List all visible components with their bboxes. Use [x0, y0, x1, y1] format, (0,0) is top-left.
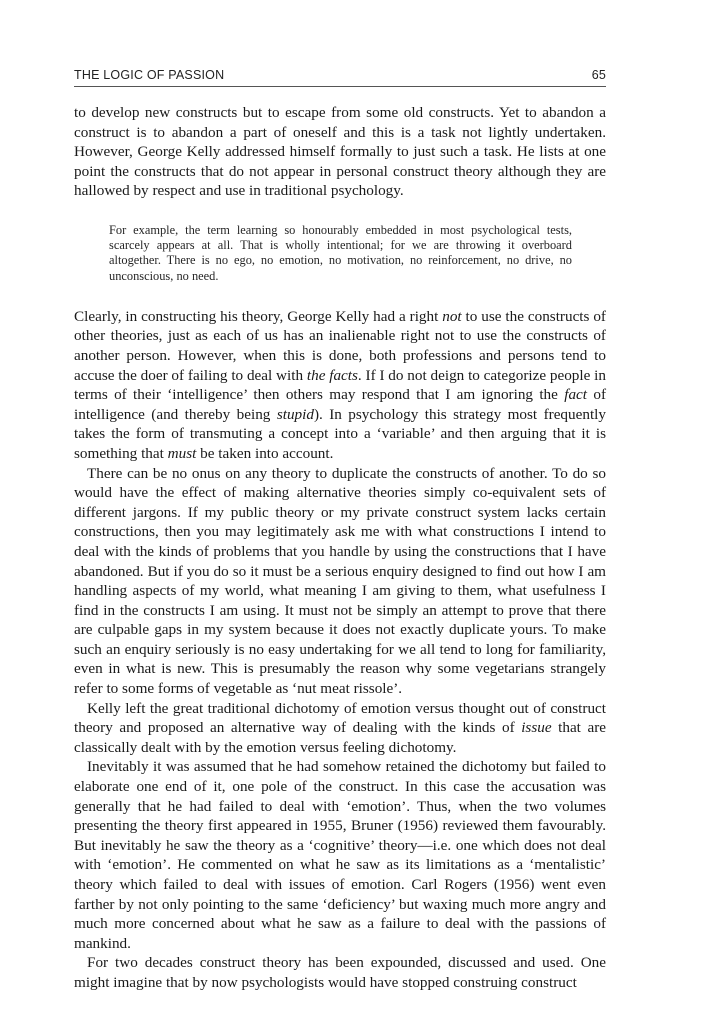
body-text — [74, 103, 606, 993]
paragraph-4: Kelly left the great traditional dichotomy of emotion versus thought out of construct theory and proposed an alternative way of dealing with the kinds of issue that are classically dealt with by the emotion versus feeling dichotomy. — [74, 699, 606, 756]
running-header — [74, 68, 606, 87]
paragraph-6: For two decades construct theory has been expounded, discussed and used. One might imagine that by now psychologists would have stopped construing construct — [74, 954, 606, 991]
paragraph-5: Inevitably it was assumed that he had somehow retained the dichotomy but failed to elaborate one end of it, one pole of the construct. In this case the accusation was generally that he had failed to deal with ‘emotion’. Thus, when the two volumes presenting the theory first appeared in 1955, Bruner (1956) reviewed them favourably. But inevitably he saw the theory as a ‘cognitive’ theory—i.e. one which does not deal with ‘emotion’. He commented on what he saw as its limitations as a ‘mentalistic’ theory which failed to deal with issues of emotion. Carl Rogers (1956) went even farther by not only pointing to the same ‘deficiency’ but waxing much more angry and much more concerned about what he saw as a failure to deal with the passions of mankind. — [74, 758, 606, 952]
page-number: 65 — [591, 68, 606, 82]
paragraph-3: There can be no onus on any theory to duplicate the constructs of another. To do so would have the effect of making alternative theories simply co-equivalent sets of different jargons. If my public theory or my private construct system lacks certain constructions, then you may legitimately ask me with what constructions I intend to deal with the kinds of problems that you handle by using the constructions that I have abandoned. But if you do so it must be a serious enquiry designed to find out how I am handling aspects of my world, what meaning I am giving to them, what usefulness I find in the constructs I am using. It must not be simply an attempt to prove that there are culpable gaps in my system because it does not exactly duplicate yours. To make such an enquiry seriously is no easy undertaking for we all tend to long for familiarity, even in what is new. This is presumably the reason why some vegetarians strangely refer to some forms of vegetable as ‘nut meat rissole’. — [74, 464, 606, 698]
paragraph-2: Clearly, in constructing his theory, George Kelly had a right not to use the constructs of other theories, just as each of us has an inalienable right not to use the constructs of another person. However, when this is done, both professions and persons tend to accuse the doer of failing to deal with the facts. If I do not deign to categorize people in terms of their ‘intelligence’ then others may respond that I am ignoring the fact of intelligence (and thereby being stupid). In psychology this strategy most frequently takes the form of transmuting a concept into a ‘variable’ and then arguing that it is something that must be taken into account. — [74, 307, 606, 462]
running-title: THE LOGIC OF PASSION — [74, 68, 225, 82]
paragraph-1: to develop new constructs but to escape from some old constructs. Yet to abandon a construct is to abandon a part of oneself and this is a task not lightly undertaken. However, George Kelly addressed himself formally to just such a task. He lists at one point the constructs that do not appear in personal construct theory although they are hallowed by respect and use in traditional psychology. — [74, 104, 606, 200]
block-quote: For example, the term learning so honourably embedded in most psychological tests, scarcely appears at all. That is wholly intentional; for we are throwing it overboard altogether. There is no ego, no emotion, no motivation, no reinforcement, no drive, no unconscious, no need. — [109, 222, 572, 283]
